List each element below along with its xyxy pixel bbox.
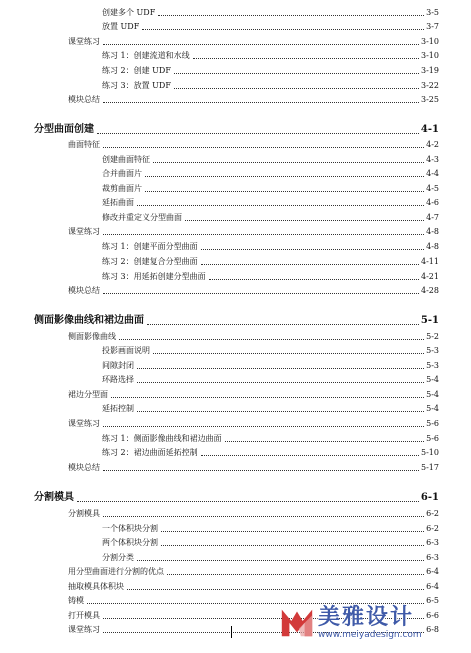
toc-subsection-row[interactable] — [0, 4, 471, 18]
toc-entry-label: 课堂练习 — [68, 419, 100, 428]
toc-subsection-row[interactable] — [0, 194, 471, 208]
toc-entry-label: 练习 1：创建平面分型曲面 — [102, 242, 198, 251]
toc-page-number: 5-4 — [426, 404, 439, 413]
toc-subsection-row[interactable] — [0, 371, 471, 385]
dot-leader — [103, 516, 424, 517]
dot-leader — [137, 560, 424, 561]
dot-leader — [209, 279, 419, 280]
toc-page-number: 3-10 — [421, 51, 439, 60]
toc-subsection-row[interactable] — [0, 77, 471, 91]
toc-entry-label: 分割模具 — [34, 492, 74, 503]
toc-page-number: 6-4 — [426, 582, 439, 591]
toc-page-number: 4-7 — [426, 213, 439, 222]
dot-leader — [103, 293, 419, 294]
meiya-logo-icon — [278, 602, 316, 640]
toc-page-number: 5-6 — [426, 419, 439, 428]
toc-subsection-row[interactable] — [0, 400, 471, 414]
dot-leader — [225, 441, 424, 442]
dot-leader — [103, 147, 424, 148]
toc-subsection-row[interactable] — [0, 520, 471, 534]
toc-page-number: 5-3 — [426, 361, 439, 370]
watermark-url: www.meiyadesign.com — [318, 630, 422, 640]
toc-subsection-row[interactable] — [0, 444, 471, 458]
toc-section-row[interactable] — [0, 563, 471, 577]
dot-leader — [161, 531, 424, 532]
dot-leader — [111, 397, 424, 398]
toc-section-row[interactable] — [0, 282, 471, 296]
toc-page-number: 5-1 — [420, 315, 439, 326]
toc-chapter-row[interactable] — [0, 490, 471, 504]
dot-leader — [153, 353, 424, 354]
toc-page-number: 3-10 — [421, 37, 439, 46]
dot-leader — [153, 162, 424, 163]
toc-entry-label: 创建多个 UDF — [102, 8, 156, 17]
toc-entry-label: 投影画面说明 — [102, 346, 150, 355]
toc-subsection-row[interactable] — [0, 357, 471, 371]
toc-page-number: 4-4 — [426, 169, 439, 178]
toc-page-number: 3-5 — [426, 8, 439, 17]
toc-entry-label: 一个体积块分割 — [102, 524, 158, 533]
toc-page-number: 4-28 — [421, 286, 439, 295]
watermark — [278, 600, 468, 650]
dot-leader — [201, 249, 424, 250]
toc-page-number: 3-19 — [421, 66, 439, 75]
toc-entry-label: 放置 UDF — [102, 22, 140, 31]
toc-section-row[interactable] — [0, 459, 471, 473]
toc-subsection-row[interactable] — [0, 549, 471, 563]
dot-leader — [103, 470, 419, 471]
dot-leader — [201, 264, 419, 265]
toc-subsection-row[interactable] — [0, 165, 471, 179]
toc-page-number: 4-8 — [426, 227, 439, 236]
toc-entry-label: 课堂练习 — [68, 625, 100, 634]
toc-entry-label: 合并曲面片 — [102, 169, 142, 178]
toc-entry-label: 铸模 — [68, 596, 84, 605]
toc-page-number: 6-5 — [426, 596, 439, 605]
toc-entry-label: 练习 2：创建 UDF — [102, 66, 171, 75]
toc-entry-label: 课堂练习 — [68, 37, 100, 46]
text-cursor — [231, 626, 232, 638]
toc-page-number: 5-10 — [421, 448, 439, 457]
toc-page-number: 6-3 — [426, 538, 439, 547]
toc-chapter-row[interactable] — [0, 313, 471, 327]
toc-section-row[interactable] — [0, 91, 471, 105]
toc-page-number: 3-22 — [421, 81, 439, 90]
dot-leader — [103, 44, 419, 45]
toc-entry-label: 模块总结 — [68, 286, 100, 295]
toc-page-number: 5-6 — [426, 434, 439, 443]
toc-entry-label: 抽取模具体积块 — [68, 582, 124, 591]
toc-subsection-row[interactable] — [0, 238, 471, 252]
dot-leader — [158, 15, 424, 16]
toc-entry-label: 练习 2：裙边曲面延拓控制 — [102, 448, 198, 457]
toc-subsection-row[interactable] — [0, 151, 471, 165]
toc-subsection-row[interactable] — [0, 47, 471, 61]
toc-subsection-row[interactable] — [0, 342, 471, 356]
toc-page-number: 6-1 — [420, 492, 439, 503]
watermark-title: 美雅设计 — [318, 605, 415, 630]
dot-leader — [161, 545, 424, 546]
dot-leader — [137, 382, 424, 383]
toc-subsection-row[interactable] — [0, 180, 471, 194]
toc-page-number: 4-3 — [426, 155, 439, 164]
toc-section-row[interactable] — [0, 328, 471, 342]
dot-leader — [103, 234, 424, 235]
toc-page-number: 5-17 — [421, 463, 439, 472]
toc-entry-label: 用分型曲面进行分割的优点 — [68, 567, 164, 576]
toc-subsection-row[interactable] — [0, 209, 471, 223]
toc-page-number: 3-7 — [426, 22, 439, 31]
toc-section-row[interactable] — [0, 505, 471, 519]
dot-leader — [103, 102, 419, 103]
toc-page-number: 5-2 — [426, 332, 439, 341]
dot-leader — [97, 133, 419, 134]
toc-entry-label: 课堂练习 — [68, 227, 100, 236]
toc-page-number: 4-8 — [426, 242, 439, 251]
toc-page-number: 6-8 — [426, 625, 439, 634]
toc-entry-label: 环路选择 — [102, 375, 134, 384]
toc-section-row[interactable] — [0, 578, 471, 592]
toc-subsection-row[interactable] — [0, 268, 471, 282]
toc-entry-label: 分割模具 — [68, 509, 100, 518]
toc-page-number: 4-6 — [426, 198, 439, 207]
dot-leader — [145, 176, 424, 177]
dot-leader — [103, 426, 424, 427]
toc-page-number: 3-25 — [421, 95, 439, 104]
dot-leader — [137, 411, 424, 412]
toc-page-number: 5-3 — [426, 346, 439, 355]
toc-page-number: 6-2 — [426, 509, 439, 518]
toc-subsection-row[interactable] — [0, 253, 471, 267]
toc-entry-label: 曲面特征 — [68, 140, 100, 149]
dot-leader — [145, 191, 424, 192]
toc-entry-label: 创建曲面特征 — [102, 155, 150, 164]
toc-entry-label: 侧面影像曲线 — [68, 332, 116, 341]
dot-leader — [201, 455, 419, 456]
dot-leader — [127, 589, 424, 590]
toc-section-row[interactable] — [0, 415, 471, 429]
dot-leader — [193, 58, 419, 59]
dot-leader — [174, 88, 419, 89]
toc-page-number: 5-4 — [426, 390, 439, 399]
toc-page-number: 6-2 — [426, 524, 439, 533]
dot-leader — [185, 220, 424, 221]
toc-page-number: 6-3 — [426, 553, 439, 562]
toc-entry-label: 练习 3：放置 UDF — [102, 81, 171, 90]
dot-leader — [174, 73, 419, 74]
toc-page-number: 4-11 — [421, 257, 439, 266]
dot-leader — [137, 205, 424, 206]
toc-entry-label: 练习 2：创建复合分型曲面 — [102, 257, 198, 266]
toc-subsection-row[interactable] — [0, 62, 471, 76]
toc-entry-label: 练习 3：用延拓创建分型曲面 — [102, 272, 206, 281]
dot-leader — [142, 29, 424, 30]
toc-entry-label: 侧面影像曲线和裙边曲面 — [34, 315, 144, 326]
toc-subsection-row[interactable] — [0, 18, 471, 32]
toc-page-number: 4-1 — [420, 124, 439, 135]
toc-entry-label: 修改并重定义分型曲面 — [102, 213, 182, 222]
toc-page-number: 4-5 — [426, 184, 439, 193]
toc-subsection-row[interactable] — [0, 534, 471, 548]
toc-section-row[interactable] — [0, 136, 471, 150]
toc-section-row[interactable] — [0, 33, 471, 47]
dot-leader — [147, 324, 419, 325]
toc-page-number: 4-21 — [421, 272, 439, 281]
toc-entry-label: 分割分类 — [102, 553, 134, 562]
toc-page-number: 5-4 — [426, 375, 439, 384]
toc-entry-label: 分型曲面创建 — [34, 124, 94, 135]
toc-entry-label: 两个体积块分割 — [102, 538, 158, 547]
toc-subsection-row[interactable] — [0, 430, 471, 444]
toc-page-number: 4-2 — [426, 140, 439, 149]
toc-entry-label: 模块总结 — [68, 463, 100, 472]
dot-leader — [167, 574, 424, 575]
toc-entry-label: 练习 1：侧面影像曲线和裙边曲面 — [102, 434, 222, 443]
toc-entry-label: 延拓控制 — [102, 404, 134, 413]
toc-page-number: 6-4 — [426, 567, 439, 576]
dot-leader — [137, 368, 424, 369]
dot-leader — [119, 339, 424, 340]
toc-entry-label: 练习 1：创建流道和水线 — [102, 51, 190, 60]
toc-entry-label: 延拓曲面 — [102, 198, 134, 207]
toc-section-row[interactable] — [0, 223, 471, 237]
toc-page-number: 6-6 — [426, 611, 439, 620]
toc-entry-label: 裁剪曲面片 — [102, 184, 142, 193]
dot-leader — [77, 501, 419, 502]
toc-entry-label: 模块总结 — [68, 95, 100, 104]
toc-entry-label: 裙边分型面 — [68, 390, 108, 399]
toc-section-row[interactable] — [0, 386, 471, 400]
toc-chapter-row[interactable] — [0, 122, 471, 136]
toc-entry-label: 打开模具 — [68, 611, 100, 620]
toc-entry-label: 间隙封闭 — [102, 361, 134, 370]
